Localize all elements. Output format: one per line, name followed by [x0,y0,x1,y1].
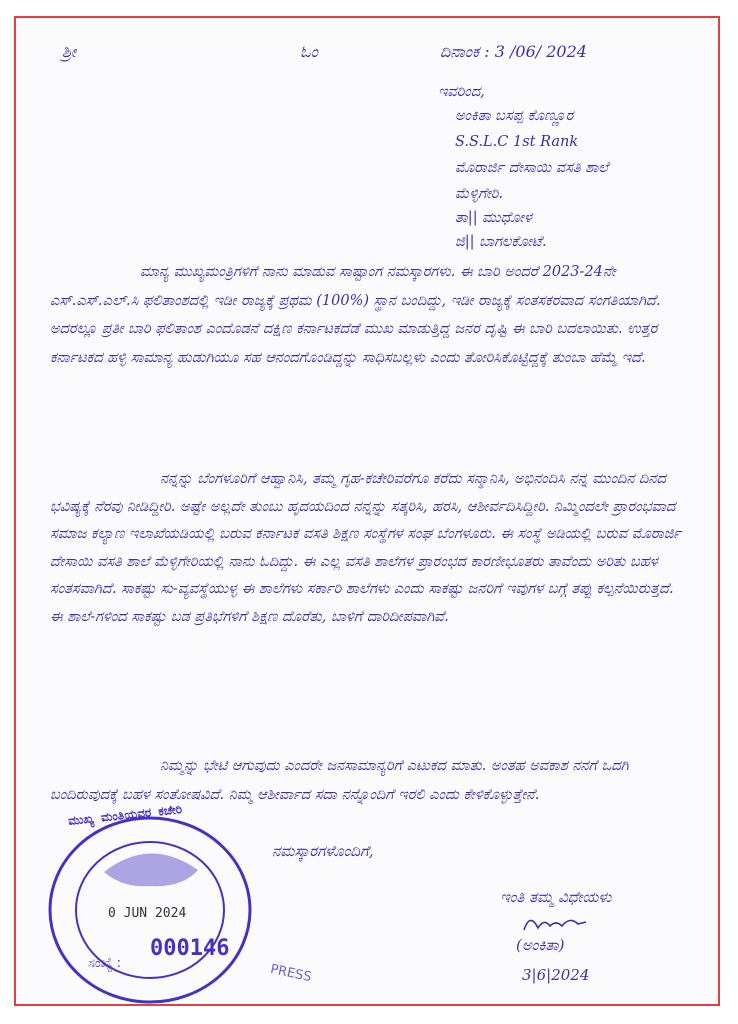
signature-date: 3|6|2024 [522,966,590,984]
sender-name: ಅಂಕಿತಾ ಬಸಪ್ಪ ಕೊಣ್ಣೂರ [455,108,574,124]
stamp-date: 0 JUN 2024 [108,906,187,921]
paragraph-2: ನನ್ನನ್ನು ಬೆಂಗಳೂರಿಗೆ ಆಹ್ವಾನಿಸಿ, ತಮ್ಮ ಗೃಹ-ಕಚೇರಿವರೆಗೂ ಕರೆದು ಸನ್ಮಾನಿಸಿ, ಅಭಿನಂದಿಸಿ ನನ್ನ ಮುಂದಿನ ದಿನದ ಭವಿಷ್ಯಕ್ಕೆ ನೆರವು ನೀಡಿದ್ದೀರಿ. ಅಷ್ಟೇ ಅಲ್ಲದೇ ತುಂಬು ಹೃದಯದಿಂದ ನನ್ನನ್ನು ಸತ್ಕರಿಸಿ, ಹರಸಿ, ಆಶೀರ್ವದಿಸಿದ್ದೀರಿ. ನಿಮ್ಮಿಂದಲೇ ಪ್ರಾರಂಭವಾದ ಸಮಾಜ ಕಲ್ಯಾಣ ಇಲಾಖೆಯಡಿಯಲ್ಲಿ ಬರುವ ಕರ್ನಾಟಕ ವಸತಿ ಶಿಕ್ಷಣ ಸಂಸ್ಥೆಗಳ ಸಂಘ ಬೆಂಗಳೂರು. ಈ ಸಂಸ್ಥೆ ಅಡಿಯಲ್ಲಿ ಬರುವ ಮೊರಾರ್ಜಿ ದೇಸಾಯಿ ವಸತಿ ಶಾಲೆ ಮೆಳ್ಳಿಗೇರಿಯಲ್ಲಿ ನಾನು ಓದಿದ್ದು. ಈ ಎಲ್ಲ ವಸತಿ ಶಾಲೆಗಳ ಪ್ರಾರಂಭದ ಕಾರಣೀಭೂತರು ತಾವೆಂದು ಅರಿತು ಬಹಳ ಸಂತಸವಾಗಿದೆ. ಸಾಕಷ್ಟು ಸು-ವ್ಯವಸ್ಥೆಯುಳ್ಳ ಈ ಶಾಲೆಗಳು ಸರ್ಕಾರಿ ಶಾಲೆಗಳು ಎಂದು ಸಾಕಷ್ಟು ಜನರಿಗೆ ಇವುಗಳ ಬಗ್ಗೆ ತಪ್ಪು ಕಲ್ಪನೆಯಿರುತ್ತದೆ. ಈ ಶಾಲೆ-ಗಳಿಂದ ಸಾಕಷ್ಟು ಬಡ ಪ್ರತಿಭೆಗಳಿಗೆ ಶಿಕ್ಷಣ ದೊರೆತು, ಬಾಳಿಗೆ ದಾರಿದೀಪವಾಗಿವೆ. [50,471,681,625]
center-mark: ಓಂ [300,42,318,61]
signature-scribble-icon [520,910,590,936]
sender-taluk: ತಾ|| ಮುಧೋಳ [455,210,532,226]
letter-date: ದಿನಾಂಕ : 3 /06/ 2024 [440,42,587,61]
paragraph-1: ಮಾನ್ಯ ಮುಖ್ಯಮಂತ್ರಿಗಳಿಗೆ ನಾನು ಮಾಡುವ ಸಾಷ್ಟಾಂಗ ನಮಸ್ಕಾರಗಳು. ಈ ಬಾರಿ ಅಂದರೆ 2023-24ನೇ ಎಸ್.ಎಸ್.ಎಲ್.ಸಿ ಫಲಿತಾಂಶದಲ್ಲಿ ಇಡೀ ರಾಜ್ಯಕ್ಕೆ ಪ್ರಥಮ (100%) ಸ್ಥಾನ ಬಂದಿದ್ದು, ಇಡೀ ರಾಜ್ಯಕ್ಕೆ ಸಂತಸಕರವಾದ ಸಂಗತಿಯಾಗಿದೆ. ಅದರಲ್ಲೂ ಪ್ರತೀ ಬಾರಿ ಫಲಿತಾಂಶ ಎಂದೊಡನೆ ದಕ್ಷಿಣ ಕರ್ನಾಟಕದೆಡೆ ಮುಖ ಮಾಡುತ್ತಿದ್ದ ಜನರ ದೃಷ್ಟಿ ಈ ಬಾರಿ ಬದಲಾಯಿತು. ಉತ್ತರ ಕರ್ನಾಟಕದ ಹಳ್ಳಿ ಸಾಮಾನ್ಯ ಹುಡುಗಿಯೂ ಸಹ ಆನಂದಗೊಂಡಿದ್ದನ್ನು ಸಾಧಿಸಬಲ್ಲಳು ಎಂದು ತೋರಿಸಿಕೊಟ್ಟಿದ್ದಕ್ಕೆ ತುಂಬಾ ಹೆಮ್ಮೆ ಇದೆ. [50,264,661,366]
sender-rank: S.S.L.C 1st Rank [455,134,579,150]
sender-school: ಮೊರಾರ್ಜಿ ದೇಸಾಯಿ ವಸತಿ ಶಾಲೆ [455,160,609,176]
left-mark: ಶ್ರೀ [62,42,77,61]
stamp-office-label: ಮುಖ್ಯ ಮಂತ್ರಿಯವರ ಕಚೇರಿ [67,802,183,828]
sender-village: ಮೆಳ್ಳಿಗೇರಿ. [455,186,504,202]
press-mark: PRESS [268,961,313,986]
closing-line: ನಮಸ್ಕಾರಗಳೊಂದಿಗೆ, [272,842,374,860]
signature-name: (ಅಂಕಿತಾ) [516,936,565,954]
paragraph-3: ನಿಮ್ಮನ್ನು ಭೇಟಿ ಆಗುವುದು ಎಂದರೇ ಜನಸಾಮಾನ್ಯರಿಗೆ ಎಟುಕದ ಮಾತು. ಅಂತಹ ಅವಕಾಶ ನನಗೆ ಒದಗಿ ಬಂದಿರುವುದಕ್ಕೆ ಬಹಳ ಸಂತೋಷವಿದೆ. ನಿಮ್ಮ ಆಶೀರ್ವಾದ ಸದಾ ನನ್ನೊಂದಿಗೆ ಇರಲಿ ಎಂದು ಕೇಳಿಕೊಳ್ಳುತ್ತೇನೆ. [50,758,629,803]
sender-district: ಜಿ|| ಬಾಗಲಕೋಟೆ. [455,234,547,250]
stamp-number: 000146 [150,936,230,961]
signature-closing: ಇಂತಿ ತಮ್ಮ ವಿಧೇಯಳು [500,888,612,906]
from-label: ಇವರಿಂದ, [438,84,485,100]
office-stamp [42,802,258,1010]
stamp-number-label: ಸಂಖ್ಯೆ : [88,956,121,971]
